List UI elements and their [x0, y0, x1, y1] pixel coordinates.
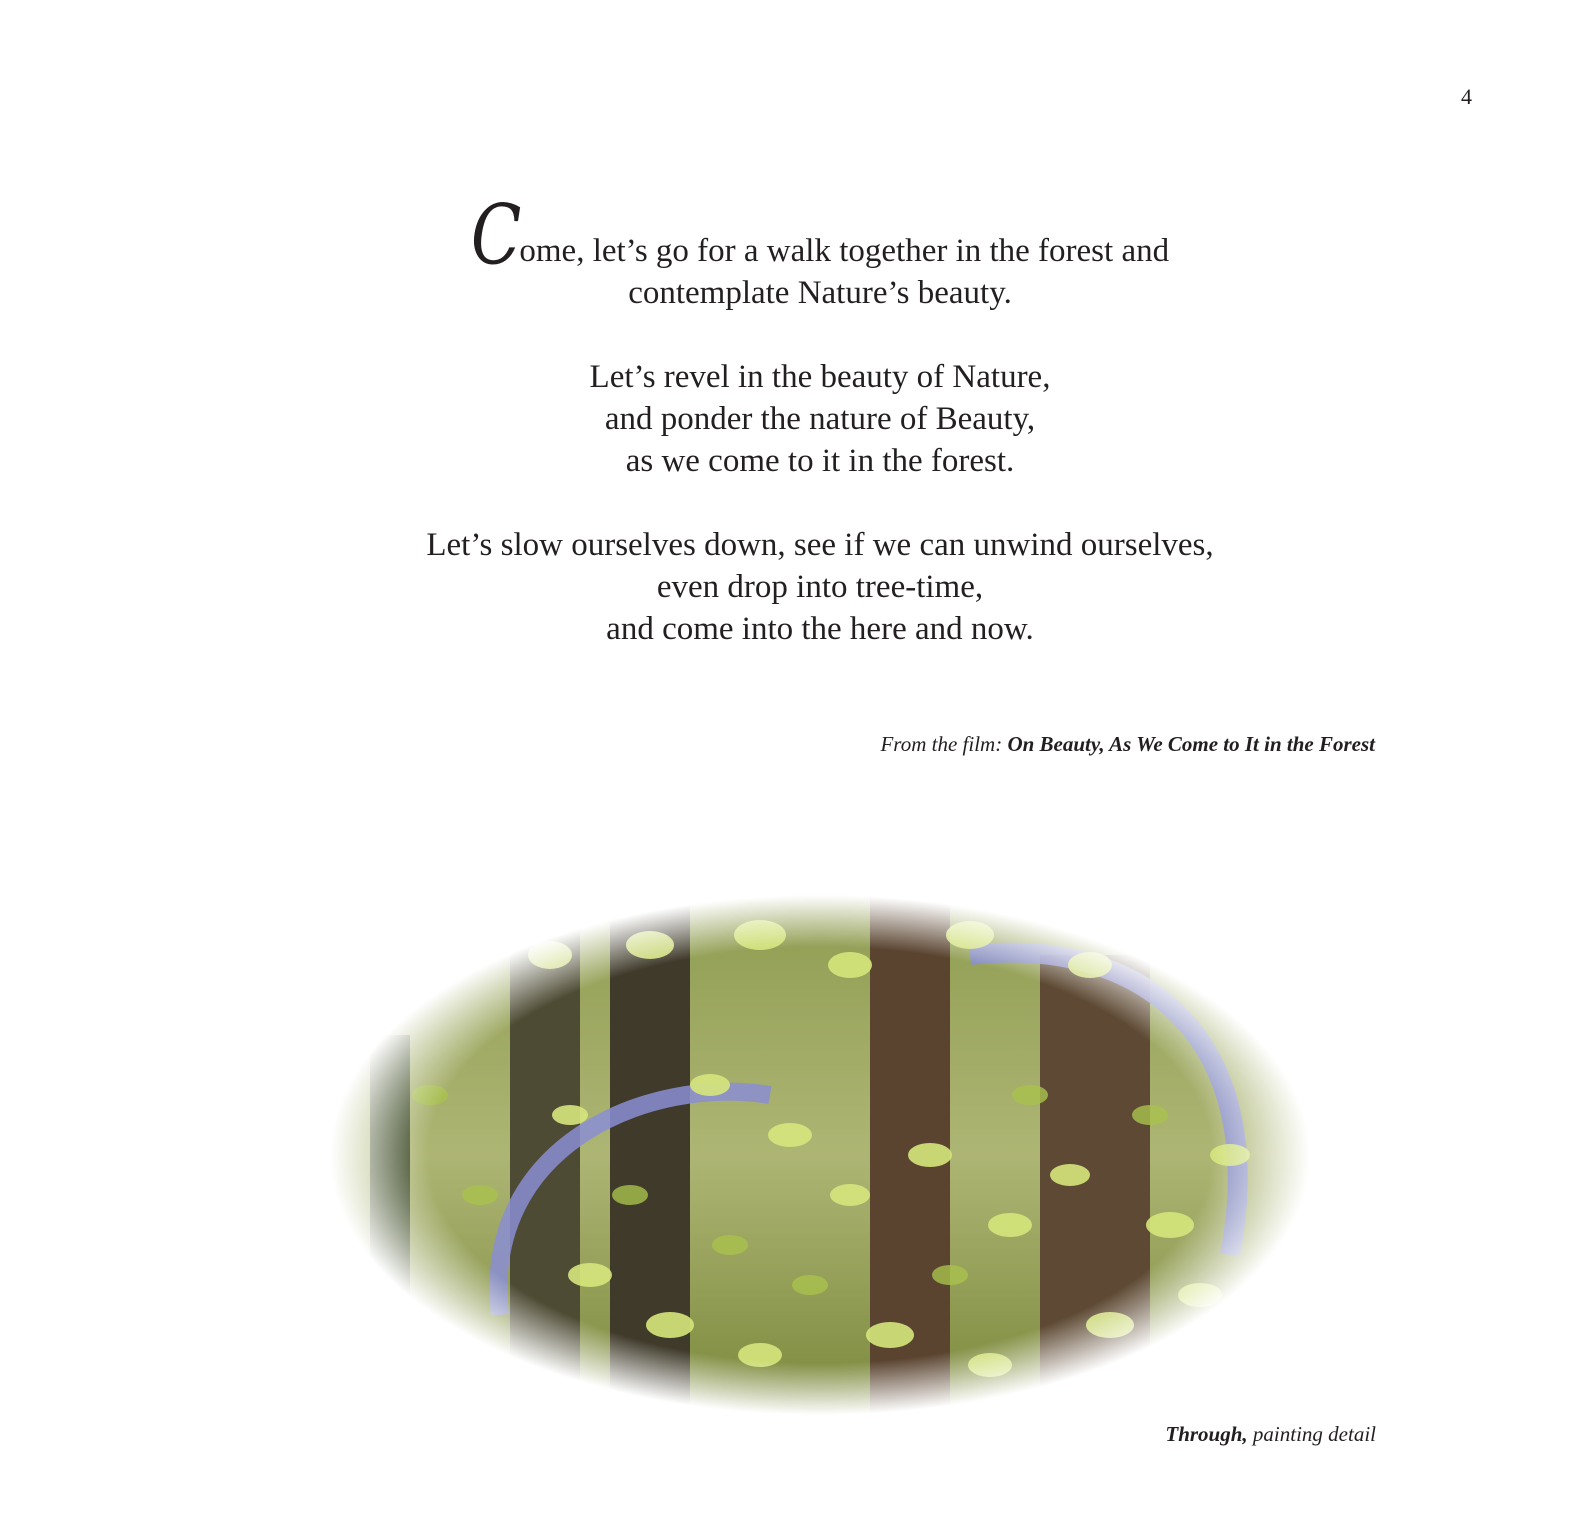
caption-rest: painting detail [1247, 1422, 1376, 1446]
forest-painting-image [330, 895, 1310, 1415]
poem-line: Let’s revel in the beauty of Nature, [589, 359, 1051, 395]
poem-line: contemplate Nature’s beauty. [628, 275, 1012, 311]
drop-cap: C [470, 187, 522, 284]
poem [0, 187, 1588, 692]
tree-trunk [1040, 955, 1150, 1415]
poem-line: even drop into tree-time, [656, 569, 984, 605]
painting-caption [1165, 1422, 1376, 1447]
poem-line: as we come to it in the forest. [625, 443, 1015, 479]
poem-line-text: ome, let’s go for a walk together in the forest and [519, 233, 1170, 269]
stanza-2 [0, 356, 1588, 482]
poem-line: Let’s slow ourselves down, see if we can unwind ourselves, [426, 527, 1214, 563]
poem-line: and ponder the nature of Beauty, [604, 401, 1036, 437]
film-attribution [880, 732, 1375, 757]
film-title: On Beauty, As We Come to It in the Forest [1007, 732, 1375, 756]
page-number: 4 [1461, 84, 1472, 109]
attribution-prefix: From the film: [880, 732, 1008, 756]
poem-line: and come into the here and now. [606, 611, 1034, 647]
painting-title: Through, [1165, 1422, 1248, 1446]
stanza-1 [0, 187, 1588, 314]
tree-trunk [370, 1035, 410, 1415]
poem-line [0, 187, 1588, 284]
stanza-3 [0, 524, 1588, 650]
